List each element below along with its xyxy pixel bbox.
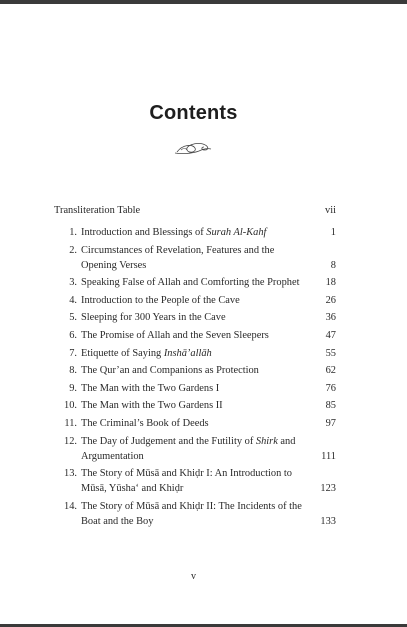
toc-entry-page: 85 <box>325 400 336 412</box>
toc-entry-title-part: The Qur’an and Companions as Protection <box>81 365 259 377</box>
toc-entry-number: 8. <box>69 365 77 377</box>
page-number: v <box>191 571 196 582</box>
toc-entry-page: 111 <box>321 450 336 462</box>
toc-entry-title <box>81 398 310 413</box>
toc-entry-title-part: The Man with the Two Gardens II <box>81 400 223 412</box>
toc-entry-title-part: The Story of Mūsā and Khiḍr II: The Incidents of the Boat and the Boy <box>81 500 302 527</box>
toc-entry-number: 7. <box>69 347 77 359</box>
toc-entry-title <box>81 293 310 308</box>
flourish-ornament-icon <box>173 138 213 158</box>
toc-entry-page: vii <box>325 205 336 216</box>
toc-entry-title <box>81 275 310 290</box>
toc-entry-title-italic: Surah Al-Kahf <box>206 227 267 238</box>
toc-entry[interactable] <box>54 434 336 464</box>
table-of-contents <box>54 203 336 531</box>
toc-entry[interactable] <box>54 363 336 378</box>
toc-entry-page: 26 <box>325 294 336 306</box>
toc-entry-title-italic: Inshā’allāh <box>163 347 212 359</box>
toc-entry-title-part: The Man with the Two Gardens I <box>81 382 220 394</box>
toc-entry-title <box>81 466 310 496</box>
toc-entry-page: 18 <box>325 277 336 289</box>
toc-entry-title-part: Speaking False of Allah and Comforting the Prophet <box>81 277 300 289</box>
toc-entry-title-part: Etiquette of Saying <box>81 347 164 359</box>
top-border <box>0 0 407 4</box>
toc-entry-page: 62 <box>325 365 336 377</box>
toc-entry-page: 97 <box>325 417 336 429</box>
toc-entry[interactable] <box>54 225 336 240</box>
toc-entry-title <box>81 346 310 361</box>
toc-entry[interactable] <box>54 416 336 431</box>
toc-entry-title-part: The Day of Judgement and the Futility of <box>81 435 256 447</box>
toc-entry-title-part: and Argumentation <box>81 435 296 462</box>
toc-entry-title: Transliteration Table <box>54 205 141 216</box>
toc-entry-title <box>81 381 310 396</box>
toc-entry-number: 11. <box>64 417 77 429</box>
toc-entry-title <box>81 363 310 378</box>
toc-entry-title-part: Sleeping for 300 Years in the Cave <box>81 312 226 324</box>
toc-entry[interactable] <box>54 328 336 343</box>
toc-entry-title-part: The Criminal’s Book of Deeds <box>81 417 209 429</box>
toc-entry[interactable] <box>54 275 336 290</box>
toc-entry-title-part: The Promise of Allah and the Seven Sleepers <box>81 329 269 341</box>
toc-entry-number: 3. <box>69 277 77 289</box>
toc-entry-page: 55 <box>325 347 336 359</box>
toc-entry-title <box>81 328 310 343</box>
toc-list <box>54 225 336 529</box>
toc-entry-number: 13. <box>64 468 77 480</box>
toc-entry[interactable] <box>54 243 336 273</box>
toc-entry-title-italic: Shirk <box>255 435 278 447</box>
toc-entry[interactable] <box>54 466 336 496</box>
toc-entry-page: 8 <box>330 259 336 271</box>
toc-entry[interactable] <box>54 398 336 413</box>
toc-entry-number: 10. <box>64 400 77 412</box>
toc-entry-page: 76 <box>325 382 336 394</box>
toc-entry-title-part: The Story of Mūsā and Khiḍr I: An Introduction to Mūsā, Yūsha‘ and Khiḍr <box>81 468 292 495</box>
toc-entry-page: 47 <box>325 329 336 341</box>
page-title: Contents <box>149 102 238 124</box>
toc-entry-title <box>81 310 310 325</box>
toc-entry-title <box>81 225 310 240</box>
toc-entry-title <box>81 434 310 464</box>
toc-entry-page: 133 <box>320 515 336 527</box>
toc-entry-title <box>81 499 310 529</box>
toc-entry-number: 4. <box>69 294 77 306</box>
toc-entry-number: 9. <box>69 382 77 394</box>
toc-entry-number: 6. <box>69 329 77 341</box>
toc-entry-page: 36 <box>325 312 336 324</box>
toc-entry-number: 5. <box>69 312 77 324</box>
toc-entry-title-part: Introduction to the People of the Cave <box>81 294 240 306</box>
toc-entry-title <box>81 243 310 273</box>
toc-entry-page: 1 <box>330 227 336 238</box>
toc-entry-title <box>81 416 310 431</box>
toc-entry-number: 14. <box>64 500 77 512</box>
toc-entry-number: 2. <box>69 244 77 256</box>
toc-entry-title-part: Introduction and Blessings of <box>81 227 207 238</box>
toc-entry-transliteration[interactable] <box>54 203 336 218</box>
toc-entry-number: 12. <box>64 435 77 447</box>
toc-entry[interactable] <box>54 346 336 361</box>
toc-entry-page: 123 <box>320 483 336 495</box>
toc-entry[interactable] <box>54 310 336 325</box>
toc-entry[interactable] <box>54 381 336 396</box>
toc-entry[interactable] <box>54 499 336 529</box>
toc-entry[interactable] <box>54 293 336 308</box>
toc-entry-number: 1. <box>69 227 77 238</box>
toc-entry-title-part: Circumstances of Revelation, Features and the Opening Verses <box>81 244 275 271</box>
